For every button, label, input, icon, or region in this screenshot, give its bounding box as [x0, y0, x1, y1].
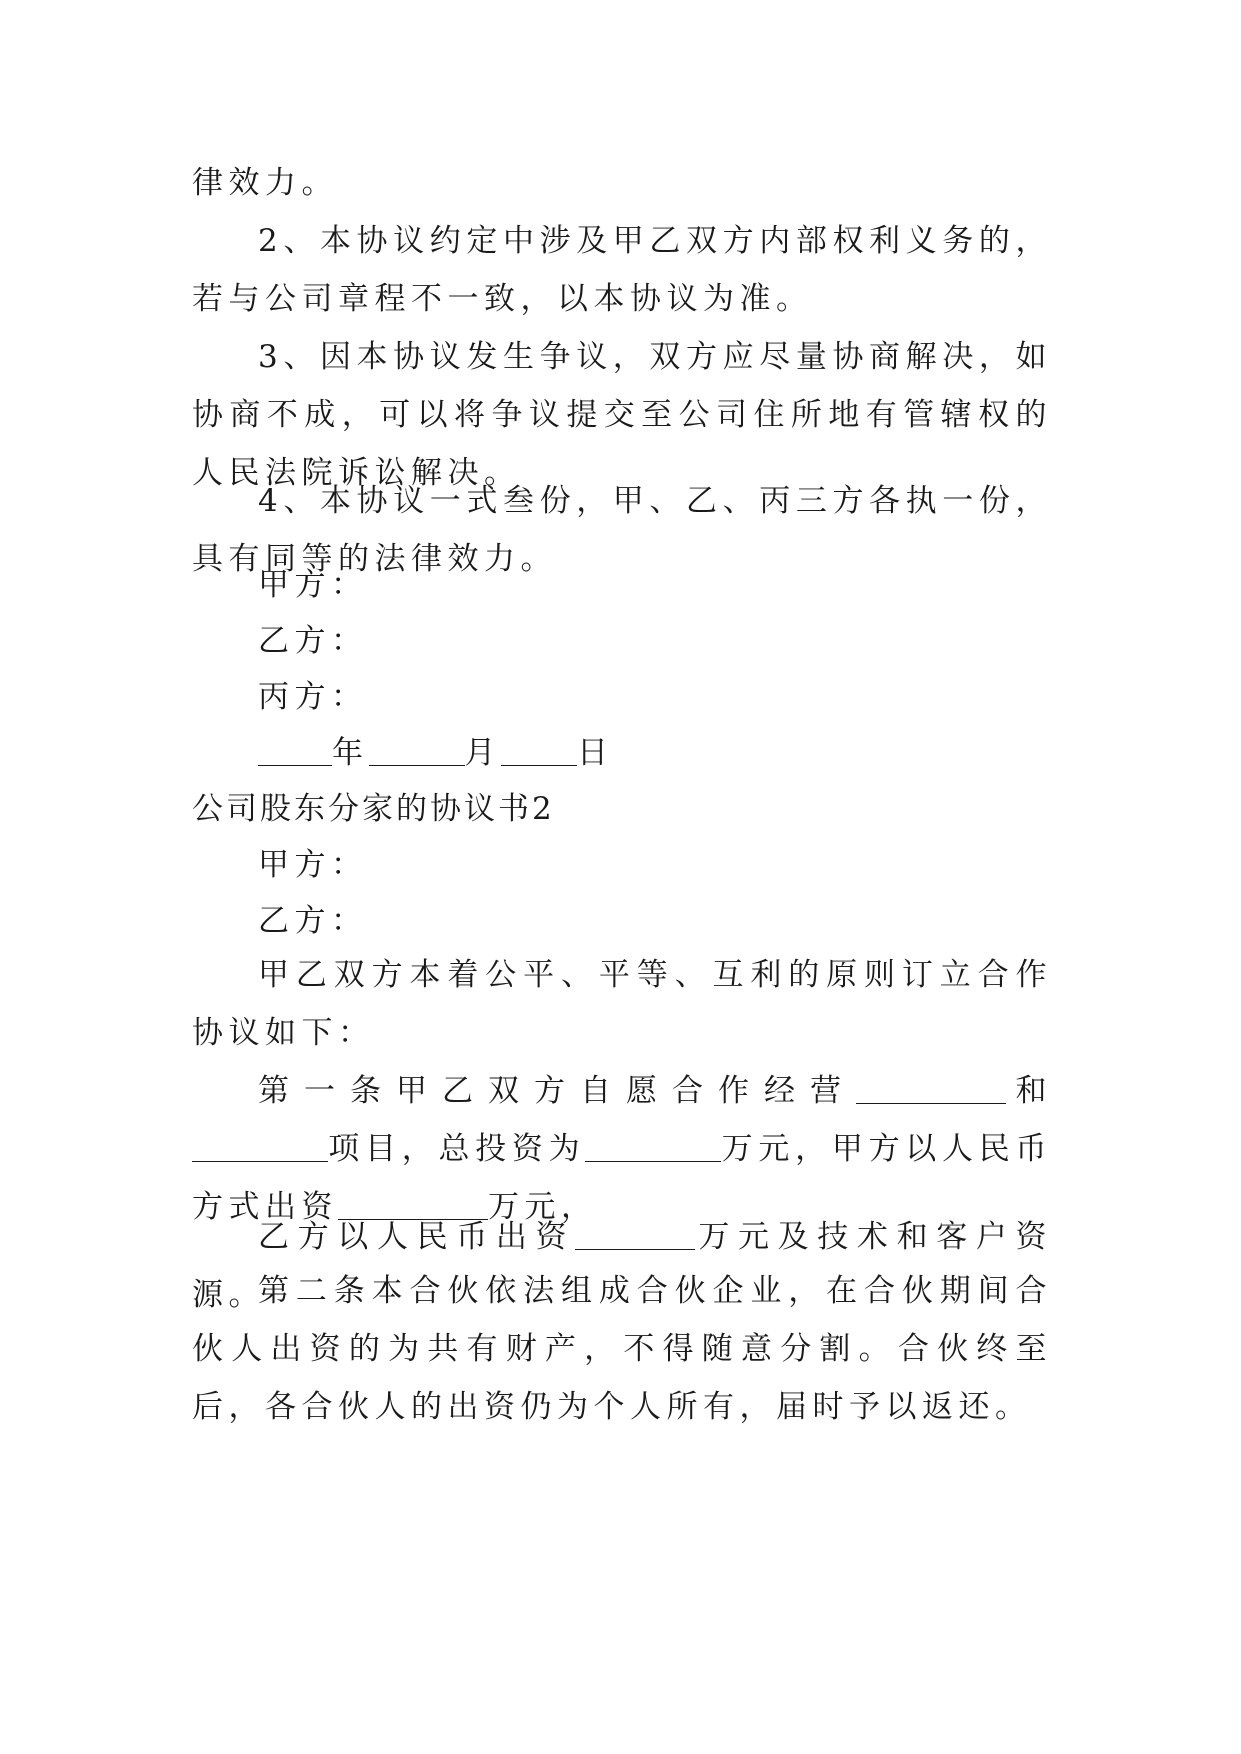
paragraph-legal-effect: 律效力。 — [192, 165, 338, 201]
month-blank — [369, 735, 465, 766]
business-blank-2 — [192, 1131, 328, 1162]
article-1-text-f: 乙方以人民币出资 — [258, 1219, 576, 1255]
signature-party-b: 乙方： — [258, 623, 368, 659]
year-label: 年 — [332, 735, 369, 771]
paragraph-clause-3: 3、因本协议发生争议，双方应尽量协商解决，如协商不成，可以将争议提交至公司住所地有管辖权的人民法院诉讼解决。 — [192, 339, 1052, 491]
section2-intro: 甲乙双方本着公平、平等、互利的原则订立合作协议如下： — [192, 957, 1052, 1051]
day-blank — [501, 735, 577, 766]
day-label: 日 — [577, 735, 614, 771]
section-title: 公司股东分家的协议书2 — [192, 791, 555, 827]
paragraph-clause-2: 2、本协议约定中涉及甲乙双方内部权利义务的，若与公司章程不一致，以本协议为准。 — [192, 223, 1052, 317]
paragraph-clause-4: 4、本协议一式叁份，甲、乙、丙三方各执一份，具有同等的法律效力。 — [192, 483, 1052, 577]
section2-party-a: 甲方： — [258, 847, 368, 883]
section2-party-b: 乙方： — [258, 903, 368, 939]
article-1-text-e: 万元， — [488, 1189, 598, 1225]
year-blank — [258, 735, 332, 766]
article-1-text-a: 第一条甲乙双方自愿合作经营 — [258, 1073, 856, 1109]
article-2: 第二条本合伙依法组成合伙企业，在合伙期间合伙人出资的为共有财产，不得随意分割。合伙终至后，各合伙人的出资仍为个人所有，届时予以返还。 — [192, 1273, 1052, 1425]
article-1-text-d: 万元，甲方以人民币方式出资 — [192, 1131, 1053, 1225]
month-label: 月 — [464, 735, 501, 771]
total-investment-blank — [585, 1131, 721, 1162]
article-1-text-b: 和 — [1006, 1073, 1052, 1109]
date-line — [192, 724, 1052, 782]
article-1-text-c: 项目，总投资为 — [328, 1131, 586, 1167]
party-b-capital-blank — [575, 1219, 695, 1250]
article-1-text-g: 万元及技术和客户资源。 — [192, 1219, 1053, 1313]
signature-party-c: 丙方： — [258, 679, 368, 715]
business-blank-1 — [856, 1073, 1006, 1104]
signature-party-a: 甲方： — [258, 567, 368, 603]
